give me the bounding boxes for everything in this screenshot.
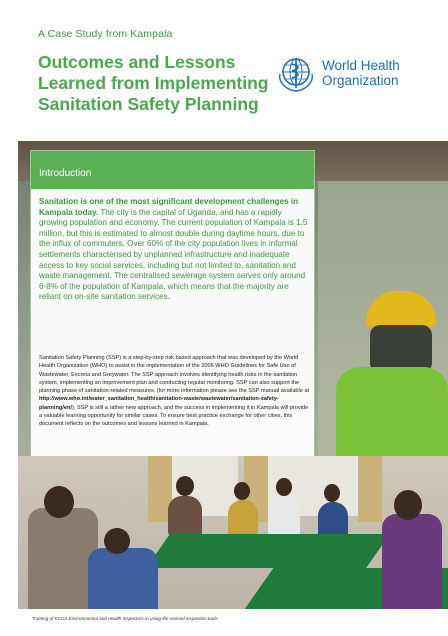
photo-person — [88, 548, 158, 609]
who-wordmark-line2: Organization — [322, 73, 399, 88]
photo-curtain — [358, 456, 382, 522]
worker-overalls — [336, 367, 448, 456]
ssp-manual-link[interactable]: http://www.who.int/water_sanitation_health/sanitation-waste/wastewater/sanitation-safety-planning/en/ — [39, 396, 279, 411]
document-title: Outcomes and Lessons Learned from Implementing Sanitation Safety Planning — [38, 52, 269, 114]
training-photo — [18, 456, 448, 609]
who-emblem-icon — [276, 54, 316, 94]
photo-person-head — [276, 478, 292, 496]
introduction-panel — [30, 150, 315, 470]
body-text-part1: Sanitation Safety Planning (SSP) is a step-by-step risk based approach that was developed by the World Health Organization (WHO) to assist in the implementation of the 2006 WHO Guidelines for Safe Use of Wastewater, Excreta and Greywater. The SSP approach involves identifying health risks in the sanitation system, implementing an improvement plan and conducting regular monitoring. SSP can also support the planning phase of sanitation-related measures. (for more information please see the SSP manual available at — [39, 355, 310, 395]
who-wordmark-line1: World Health — [322, 58, 400, 73]
lead-text: The city is the capital of Uganda, and has a rapidly growing population and economy. The current population of Kampala is 1.5 million, but this is estimated to almost double during daytime hours, due to the influx of commuters. Over 60% of the city population lives in informal settlements characterised by unplanned infrastructure and inadequate access to key social services, including but not limited to, sanitation and waste management. The centralised sewerage system serves only around 6-8% of the population of Kampala, which means that the majority are reliant on on-site sanitation services. — [39, 207, 308, 302]
photo-person — [318, 502, 348, 538]
photo-person-head — [324, 484, 340, 502]
photo-caption: Training of KCCA Environmental and Health Inspectors in using the revised inspection tools — [32, 616, 218, 621]
photo-person-head — [394, 490, 422, 520]
photo-table — [146, 534, 390, 568]
photo-person — [228, 500, 258, 536]
case-study-kicker: A Case Study from Kampala — [38, 28, 173, 40]
lead-bold-text: Sanitation is one of the most significant development challenges in Kampala today. — [39, 197, 299, 217]
who-logo — [276, 54, 426, 98]
introduction-header — [31, 151, 314, 189]
introduction-heading: Introduction — [39, 168, 92, 179]
photo-person-head — [44, 486, 74, 518]
body-text-part2: ). SSP is still a rather new approach, and the success in implementing it in Kampala will provide a valuable learning opportunity for similar cases. To ensure best practice exchange for other cities, this document reflects on the outcomes and lessons learned in Kampala. — [39, 404, 309, 428]
photo-person — [168, 496, 202, 536]
body-paragraph — [39, 354, 311, 429]
worker-respirator — [370, 325, 432, 373]
photo-person — [382, 514, 442, 609]
photo-person-head — [234, 482, 250, 500]
lead-paragraph — [39, 197, 309, 303]
photo-person — [268, 496, 300, 536]
photo-person-head — [104, 528, 130, 554]
photo-person-head — [176, 476, 194, 496]
who-wordmark — [322, 58, 400, 88]
